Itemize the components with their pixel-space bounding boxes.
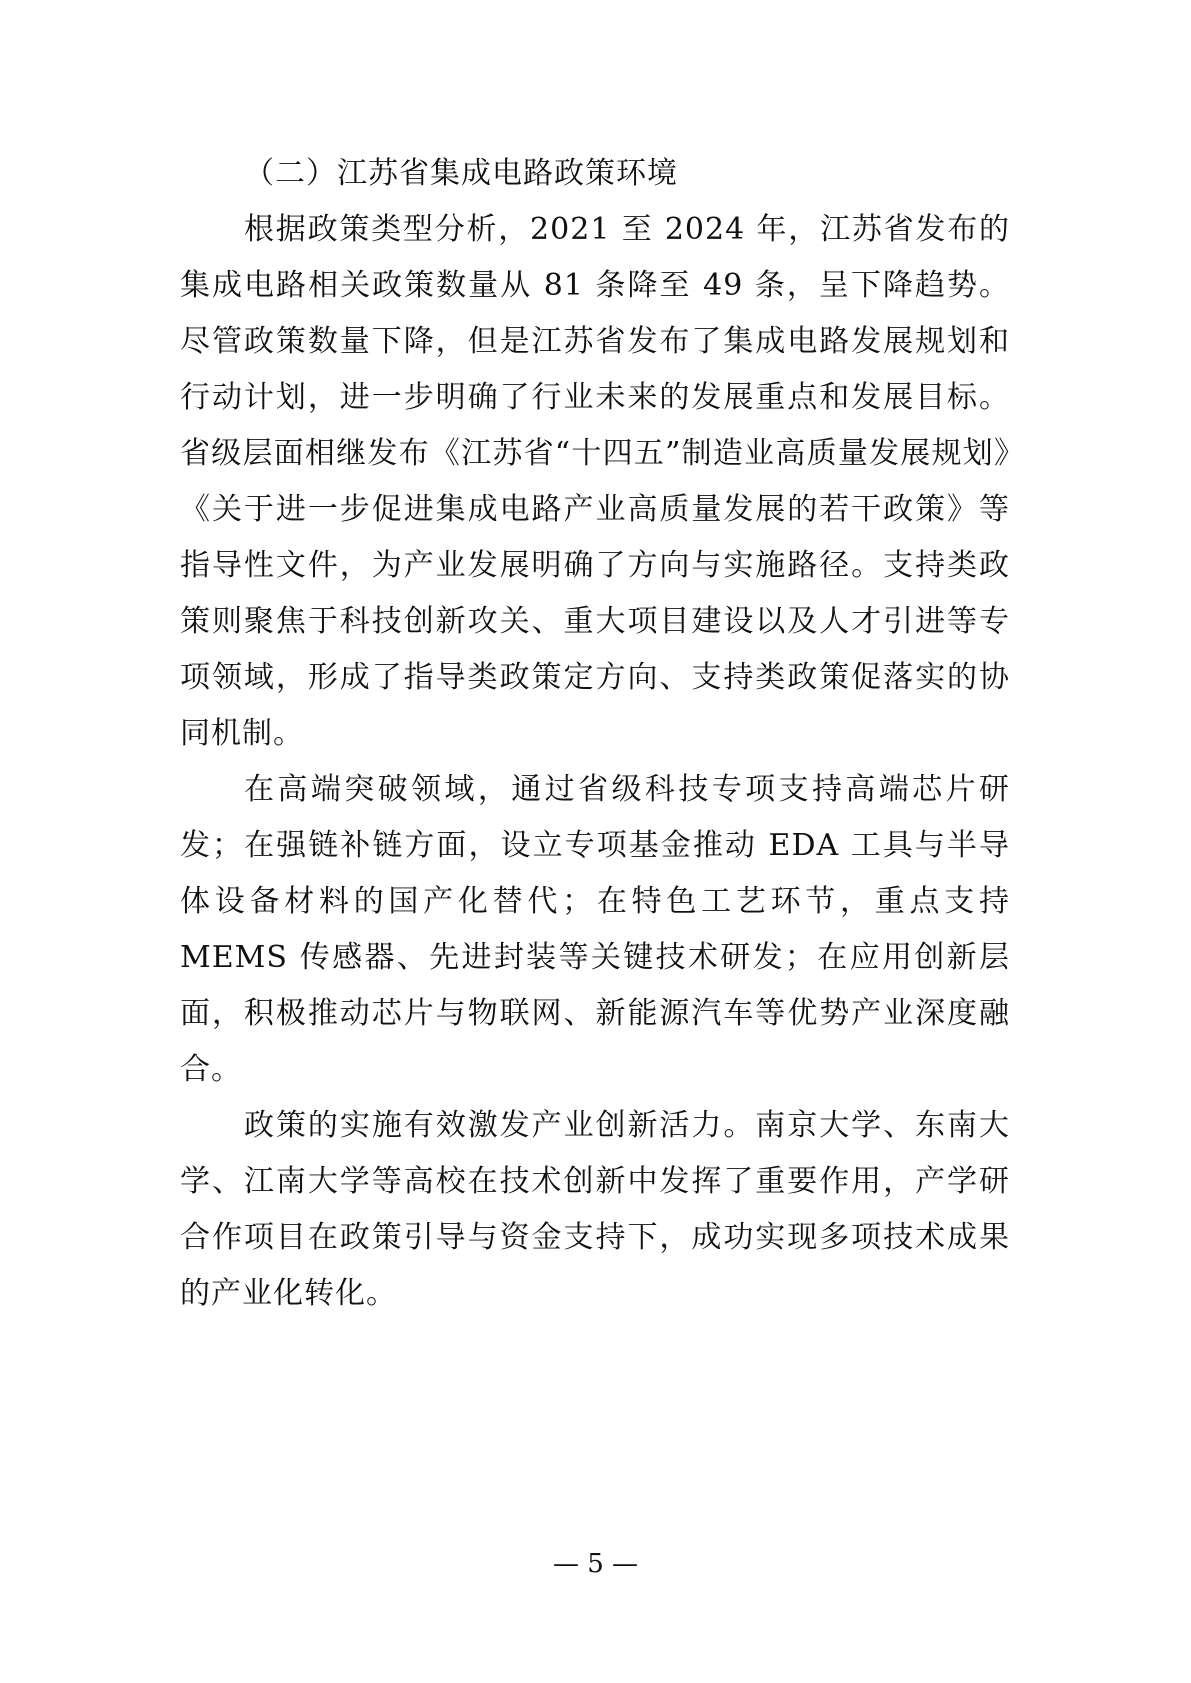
page-number: — 5 — xyxy=(552,1549,639,1579)
paragraph-implementation-effects: 政策的实施有效激发产业创新活力。南京大学、东南大学、江南大学等高校在技术创新中发挥了重要作用，产学研合作项目在政策引导与资金支持下，成功实现多项技术成果的产业化转化。 xyxy=(180,1108,1010,1311)
paragraph-key-areas: 在高端突破领域，通过省级科技专项支持高端芯片研发；在强链补链方面，设立专项基金推动 EDA 工具与半导体设备材料的国产化替代；在特色工艺环节，重点支持 MEMS 传感器、先进封装等关键技术研发；在应用创新层面，积极推动芯片与物联网、新能源汽车等优势产业深度融合。 xyxy=(180,772,1010,1087)
section-heading: （二）江苏省集成电路政策环境 xyxy=(244,156,678,191)
document-body xyxy=(180,146,1010,1322)
paragraph-policy-analysis: 根据政策类型分析，2021 至 2024 年，江苏省发布的集成电路相关政策数量从 81 条降至 49 条，呈下降趋势。尽管政策数量下降，但是江苏省发布了集成电路发展规划和行动计划，进一步明确了行业未来的发展重点和发展目标。省级层面相继发布《江苏省“十四五”制造业高质量发展规划》《关于进一步促进集成电路产业高质量发展的若干政策》等指导性文件，为产业发展明确了方向与实施路径。支持类政策则聚焦于科技创新攻关、重大项目建设以及人才引进等专项领域，形成了指导类政策定方向、支持类政策促落实的协同机制。 xyxy=(180,212,1010,751)
